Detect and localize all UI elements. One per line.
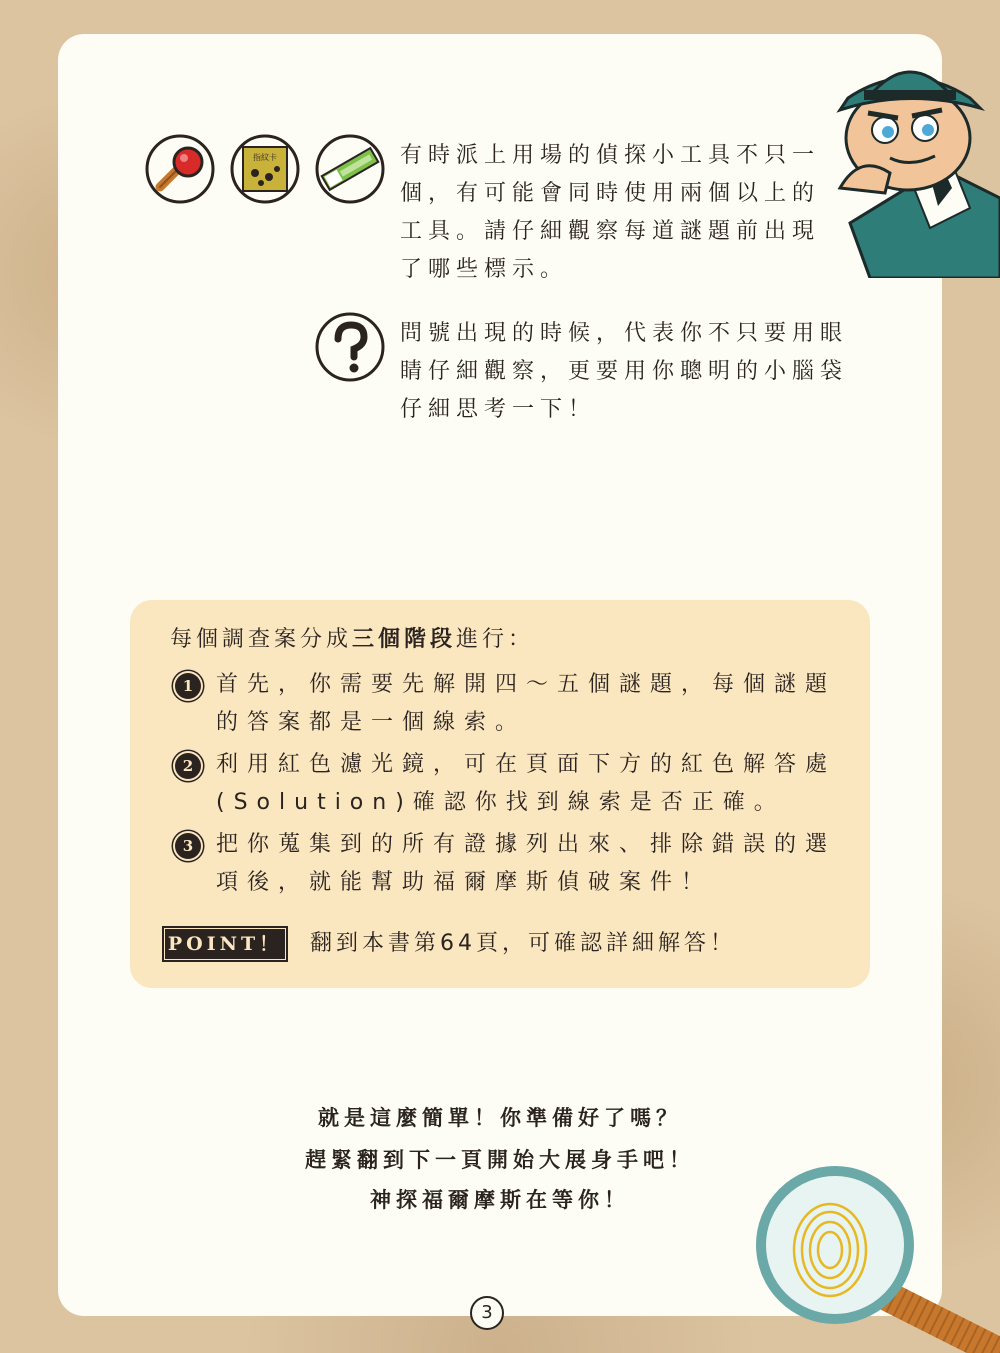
outro-line-1: 就是這麼簡單！你準備好了嗎？ — [318, 1106, 682, 1130]
question-mark-icon — [314, 311, 386, 383]
fingerprint-card-label: 指紋卡 — [253, 153, 277, 162]
stages-title: 每個調查案分成三個階段進行： — [170, 627, 535, 652]
point-text: 翻到本書第64頁，可確認詳細解答！ — [310, 931, 736, 956]
tools-description: 有時派上用場的偵探小工具不只一個，有可能會同時使用兩個以上的工具。請仔細觀察每道謎題前出現了哪些標示。 — [400, 143, 821, 282]
step-text-3: 把你蒐集到的所有證據列出來、排除錯誤的選項後，就能幫助福爾摩斯偵破案件！ — [216, 832, 837, 895]
detective-icon — [830, 58, 1000, 278]
step-number-2: 2 — [175, 753, 201, 779]
green-filter-icon — [314, 133, 386, 205]
step-number-3: 3 — [175, 833, 201, 859]
question-description: 問號出現的時候，代表你不只要用眼睛仔細觀察，更要用你聰明的小腦袋仔細思考一下！ — [400, 321, 849, 422]
step-text-2: 利用紅色濾光鏡，可在頁面下方的紅色解答處(Solution)確認你找到線索是否正確。 — [216, 752, 837, 815]
step-text-1: 首先，你需要先解開四～五個謎題，每個謎題的答案都是一個線索。 — [216, 672, 837, 735]
fingerprint-magnifier-icon — [755, 1165, 1000, 1353]
page-number: 3 — [470, 1296, 504, 1330]
fingerprint-card-icon — [229, 133, 301, 205]
step-number-1: 1 — [175, 673, 201, 699]
magnifying-glass-icon — [144, 133, 216, 205]
outro-line-2: 趕緊翻到下一頁開始大展身手吧！ — [305, 1148, 695, 1172]
outro-line-3: 神探福爾摩斯在等你！ — [370, 1188, 630, 1212]
point-badge: POINT！ — [162, 926, 288, 962]
